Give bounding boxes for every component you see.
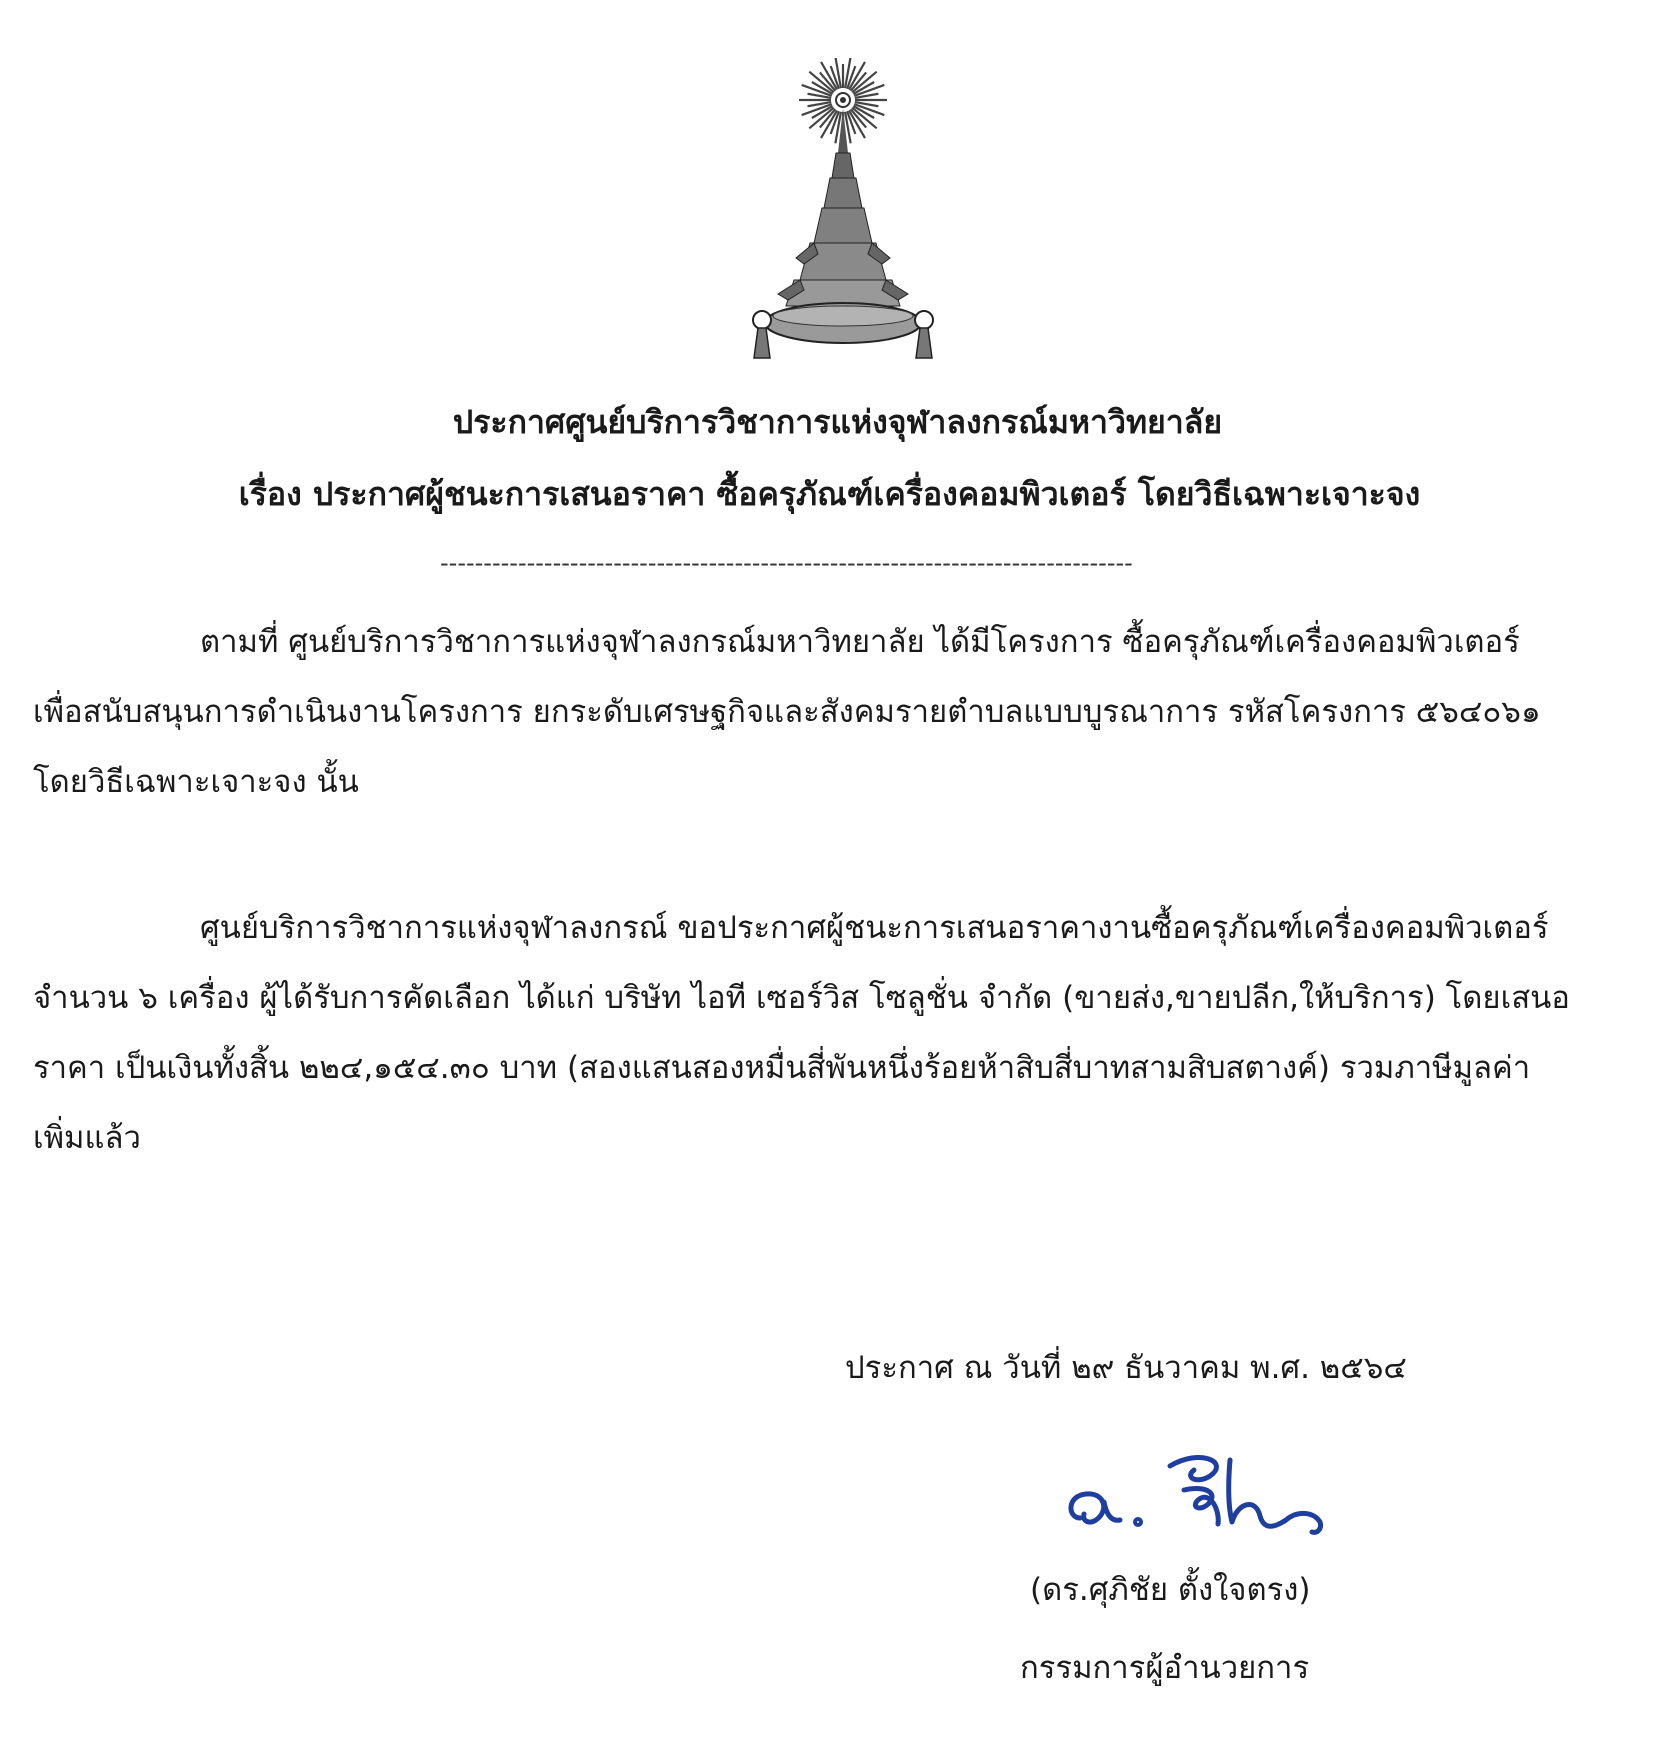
announcement-subject: เรื่อง ประกาศผู้ชนะการเสนอราคา ซื้อครุภัณฑ์เครื่องคอมพิวเตอร์ โดยวิธีเฉพาะเจาะจง [238,475,1421,513]
phra-kiao-emblem-icon [738,58,948,378]
paragraph-1-line-2: เพื่อสนับสนุนการดำเนินงานโครงการ ยกระดับเศรษฐกิจและสังคมรายตำบลแบบบูรณาการ รหัสโครงการ ๕๖๔๐๖๑ [33,694,1541,730]
announcement-title: ประกาศศูนย์บริการวิชาการแห่งจุฬาลงกรณ์มหาวิทยาลัย [452,403,1223,441]
paragraph-1-line-1: ตามที่ ศูนย์บริการวิชาการแห่งจุฬาลงกรณ์มหาวิทยาลัย ได้มีโครงการ ซื้อครุภัณฑ์เครื่องคอมพิวเตอร์ [200,624,1520,660]
paragraph-1-line-3: โดยวิธีเฉพาะเจาะจง นั้น [33,764,359,800]
separator-line: -------------------------------------------------------------------------------- [440,549,1133,577]
handwritten-signature-icon [1060,1440,1350,1550]
paragraph-2-line-2: จำนวน ๖ เครื่อง ผู้ได้รับการคัดเลือก ได้แก่ บริษัท ไอที เซอร์วิส โซลูชั่น จำกัด (ขายส่ง,ขายปลีก,ให้บริการ) โดยเสนอ [33,980,1570,1016]
signer-name: (ดร.ศุภิชัย ตั้งใจตรง) [1030,1572,1311,1608]
announcement-date: ประกาศ ณ วันที่ ๒๙ ธันวาคม พ.ศ. ๒๕๖๔ [845,1350,1407,1386]
paragraph-2-line-4: เพิ่มแล้ว [33,1120,141,1156]
paragraph-2-line-3: ราคา เป็นเงินทั้งสิ้น ๒๒๔,๑๕๔.๓๐ บาท (สองแสนสองหมื่นสี่พันหนึ่งร้อยห้าสิบสี่บาทสามสิบสตางค์) รวมภาษีมูลค่า [33,1050,1531,1086]
paragraph-2-line-1: ศูนย์บริการวิชาการแห่งจุฬาลงกรณ์ ขอประกาศผู้ชนะการเสนอราคางานซื้อครุภัณฑ์เครื่องคอมพิวเตอร์ [200,910,1549,946]
signer-position: กรรมการผู้อำนวยการ [1020,1650,1310,1686]
